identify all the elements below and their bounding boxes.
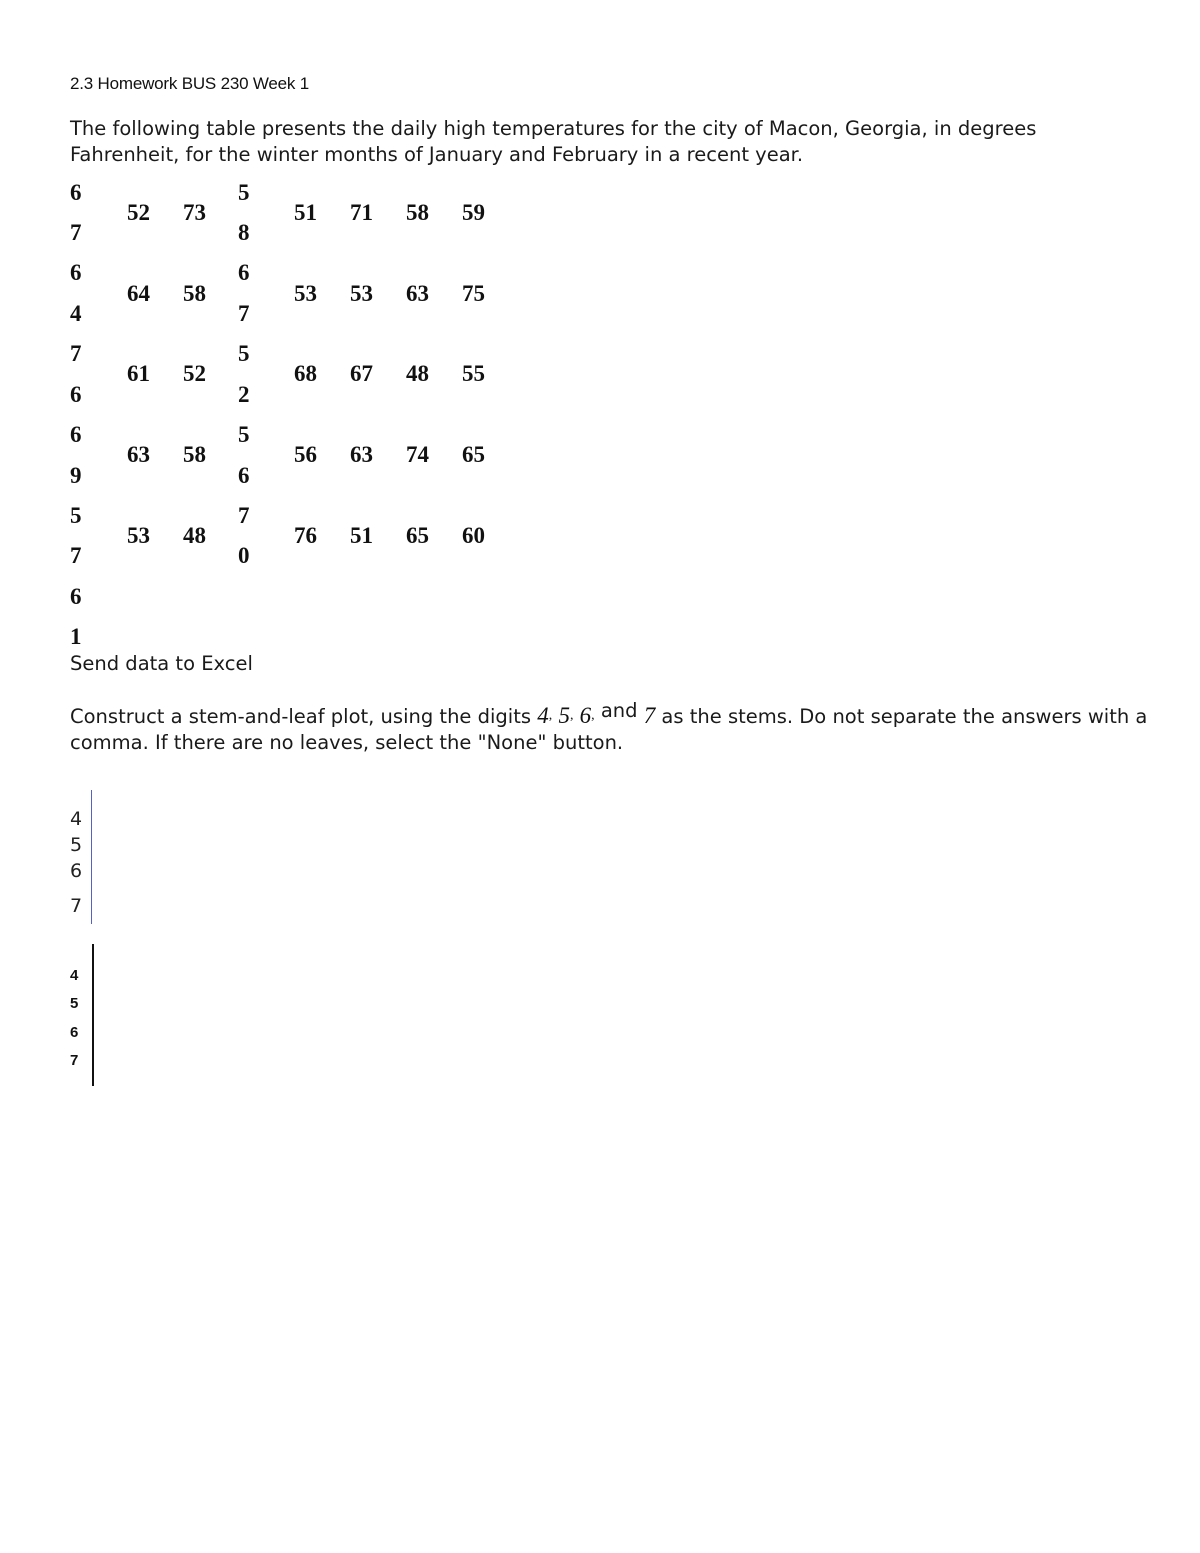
- stem-label: 7: [70, 895, 83, 917]
- table-cell: 6: [70, 584, 82, 609]
- stem-divider-line: [92, 944, 94, 1086]
- stem-label: 7: [70, 1052, 79, 1069]
- table-cell: 63: [350, 442, 373, 467]
- table-cell: 2: [238, 382, 250, 407]
- table-cell: 6: [70, 180, 82, 205]
- stem-digit: 6: [579, 703, 592, 728]
- table-cell: 7: [70, 543, 82, 568]
- table-cell: 7: [70, 341, 82, 366]
- stem-divider-line: [91, 790, 92, 924]
- table-cell: 61: [127, 361, 150, 386]
- table-cell: 0: [238, 543, 250, 568]
- stem-label: 6: [70, 860, 83, 882]
- table-cell: 7: [238, 301, 250, 326]
- instructions-part2: as the stems. Do not separate the answers with a comma. If there are no leaves, select the "None" button.: [70, 705, 1148, 754]
- table-cell: 53: [127, 523, 150, 548]
- table-cell: 52: [183, 361, 206, 386]
- table-cell: 75: [462, 281, 485, 306]
- table-cell: 5: [238, 341, 250, 366]
- table-cell: 63: [127, 442, 150, 467]
- page-title: 2.3 Homework BUS 230 Week 1: [70, 74, 310, 93]
- stem-label: 5: [70, 834, 83, 856]
- table-cell: 60: [462, 523, 485, 548]
- instructions-and: and: [600, 699, 638, 722]
- table-cell: 53: [294, 281, 317, 306]
- table-cell: 7: [70, 220, 82, 245]
- instructions-text: Construct a stem-and-leaf plot, using the digits 4, 5, 6, and 7 as the stems. Do not separate the answers with a comma. If there are no leaves, select the "None" button.: [70, 699, 1148, 754]
- intro-text: The following table presents the daily high temperatures for the city of Macon, Georgia, in degrees Fahrenheit, for the winter months of January and February in a recent year.: [70, 117, 1037, 166]
- table-cell: 63: [406, 281, 429, 306]
- stem-digit: 7: [643, 703, 656, 728]
- table-cell: 4: [70, 301, 82, 326]
- table-cell: 56: [294, 442, 317, 467]
- table-cell: 71: [350, 200, 373, 225]
- table-cell: 68: [294, 361, 317, 386]
- table-cell: 9: [70, 463, 82, 488]
- table-cell: 6: [70, 382, 82, 407]
- table-cell: 53: [350, 281, 373, 306]
- table-cell: 8: [238, 220, 250, 245]
- instructions-part1: Construct a stem-and-leaf plot, using the digits: [70, 705, 538, 728]
- table-cell: 5: [70, 503, 82, 528]
- table-cell: 1: [70, 624, 82, 649]
- table-cell: 5: [238, 180, 250, 205]
- table-cell: 58: [183, 442, 206, 467]
- table-cell: 55: [462, 361, 485, 386]
- table-cell: 76: [294, 523, 317, 548]
- table-cell: 58: [183, 281, 206, 306]
- table-cell: 73: [183, 200, 206, 225]
- table-cell: 48: [183, 523, 206, 548]
- stem-digit: 5: [558, 703, 570, 728]
- table-cell: 65: [406, 523, 429, 548]
- table-cell: 48: [406, 361, 429, 386]
- table-cell: 6: [238, 260, 250, 285]
- table-cell: 52: [127, 200, 150, 225]
- stem-label: 5: [70, 995, 79, 1012]
- table-cell: 5: [238, 422, 250, 447]
- table-cell: 65: [462, 442, 485, 467]
- table-cell: 58: [406, 200, 429, 225]
- table-cell: 67: [350, 361, 373, 386]
- table-cell: 6: [70, 422, 82, 447]
- table-cell: 59: [462, 200, 485, 225]
- stem-digit: 4: [537, 703, 549, 728]
- table-cell: 6: [238, 463, 250, 488]
- send-to-excel-link[interactable]: Send data to Excel: [70, 652, 253, 675]
- stem-label: 4: [70, 967, 79, 984]
- stem-label: 4: [70, 808, 83, 830]
- table-cell: 64: [127, 281, 150, 306]
- table-cell: 51: [294, 200, 317, 225]
- table-cell: 6: [70, 260, 82, 285]
- stem-label: 6: [70, 1024, 79, 1041]
- table-cell: 7: [238, 503, 250, 528]
- table-cell: 51: [350, 523, 373, 548]
- table-cell: 74: [406, 442, 429, 467]
